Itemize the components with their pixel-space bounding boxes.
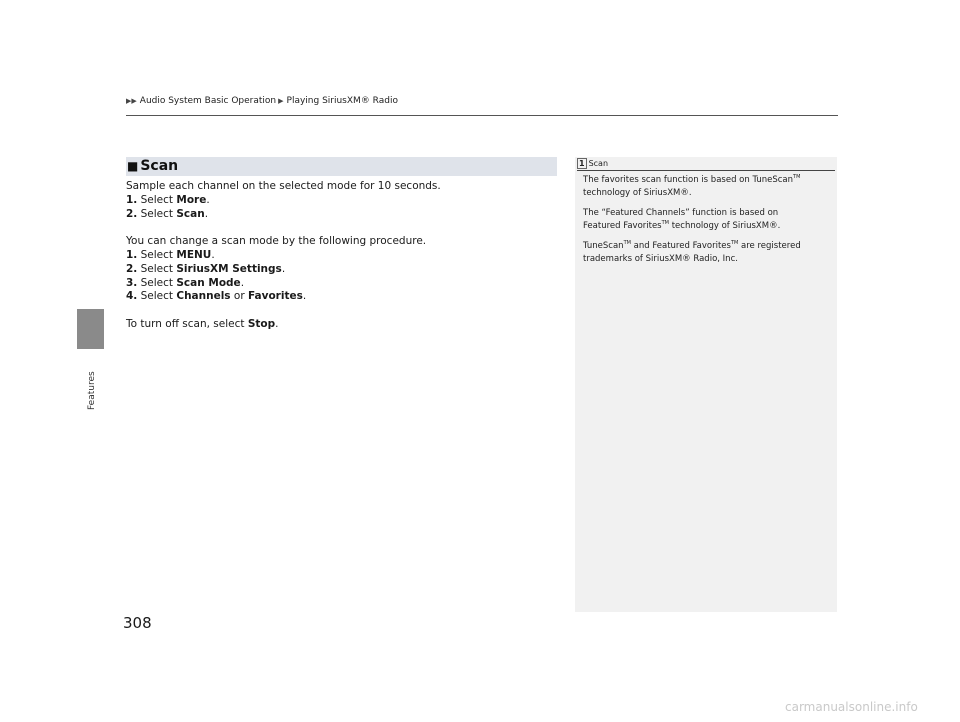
note-paragraph: The favorites scan function is based on TuneScan™ technology of SiriusXM®. <box>583 174 801 198</box>
section-title-text: Scan <box>140 158 179 174</box>
body-text <box>126 180 556 332</box>
step-item: 4. Select Channels or Favorites. <box>126 290 307 303</box>
section-title <box>127 157 178 176</box>
step-item: 3. Select Scan Mode. <box>126 276 245 289</box>
section-header-bar <box>126 157 557 176</box>
note-title: Scan <box>588 159 609 168</box>
breadcrumb <box>126 95 398 107</box>
section-side-tab <box>77 309 104 349</box>
header-rule <box>126 115 838 116</box>
step-item: 2. Select Scan. <box>126 207 209 220</box>
note-paragraph: The “Featured Channels” function is based on Featured Favorites™ technology of SiriusXM®. <box>583 208 781 231</box>
chevron-right-icon: ▶▶ <box>126 97 137 105</box>
chevron-right-icon: ▶ <box>278 97 284 105</box>
procedure-intro: You can change a scan mode by the following procedure. <box>126 235 427 248</box>
turn-off-text: To turn off scan, select Stop. <box>126 317 279 330</box>
page-number: 308 <box>123 614 152 632</box>
breadcrumb-level-1[interactable]: Audio System Basic Operation <box>139 96 277 106</box>
square-bullet-icon: ■ <box>127 159 139 173</box>
note-number-badge: 1 <box>579 159 585 168</box>
step-item: 2. Select SiriusXM Settings. <box>126 262 286 275</box>
step-item: 1. Select MENU. <box>126 248 215 261</box>
note-header <box>577 157 835 171</box>
intro-text: Sample each channel on the selected mode for 10 seconds. <box>126 180 441 192</box>
watermark: carmanualsonline.info <box>785 700 918 714</box>
note-paragraph: TuneScan™ and Featured Favorites™ are registered trademarks of SiriusXM® Radio, Inc. <box>583 240 801 264</box>
breadcrumb-level-2[interactable]: Playing SiriusXM® Radio <box>286 96 398 106</box>
note-body <box>583 174 823 273</box>
side-tab-label: Features <box>87 371 97 410</box>
step-item: 1. Select More. <box>126 193 210 206</box>
